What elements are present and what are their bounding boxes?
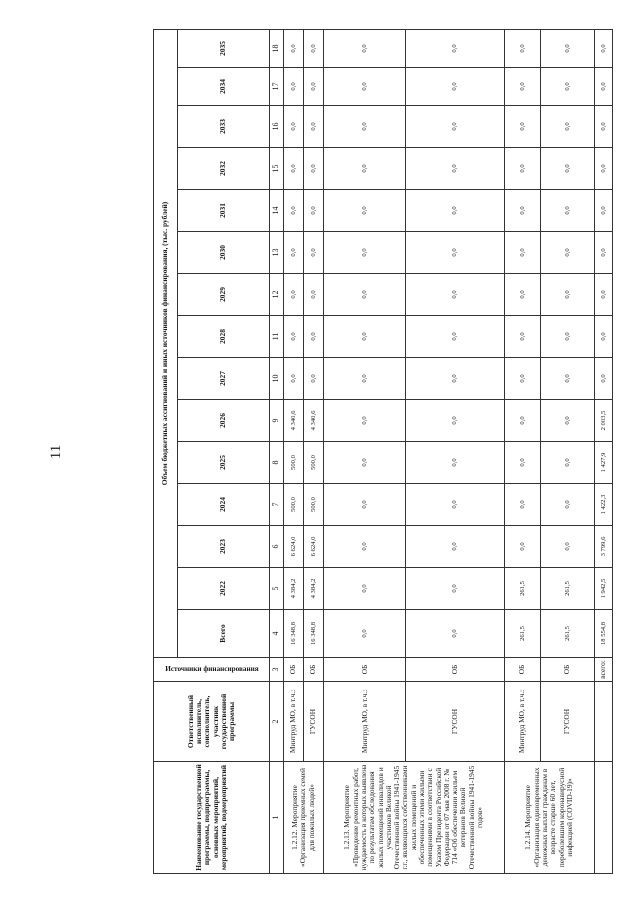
header-financing-source: Источники финансирования <box>154 658 270 682</box>
column-number-row: 1 2 3 4 5 6 7 8 9 10 11 12 13 14 15 16 17 18 <box>270 29 284 873</box>
value-year: 0,0 <box>406 484 504 526</box>
value-year: 0,0 <box>304 190 324 232</box>
header-year: 2031 <box>178 190 270 232</box>
value-year: 4 340,6 <box>304 400 324 442</box>
value-total: 18 554,8 <box>594 610 612 658</box>
value-year: 0,0 <box>504 484 540 526</box>
value-year: 0,0 <box>504 358 540 400</box>
table-row <box>504 29 540 873</box>
value-year: 0,0 <box>324 68 406 106</box>
header-year: 2032 <box>178 148 270 190</box>
value-year: 0,0 <box>324 29 406 67</box>
value-year: 4 384,2 <box>304 568 324 610</box>
value-year: 2 003,5 <box>594 400 612 442</box>
value-year: 0,0 <box>540 316 594 358</box>
value-year: 0,0 <box>284 106 304 148</box>
header-total: Всего <box>178 610 270 658</box>
activity-name: 1.2.12. Мероприятие «Организация приемных семей для пожилых людей» <box>284 762 324 874</box>
value-year: 0,0 <box>504 400 540 442</box>
value-year: 0,0 <box>324 274 406 316</box>
value-year: 0,0 <box>540 190 594 232</box>
value-year: 0,0 <box>406 316 504 358</box>
header-year: 2034 <box>178 68 270 106</box>
header-year: 2029 <box>178 274 270 316</box>
financing-source: ОБ <box>284 658 304 682</box>
value-year: 0,0 <box>406 29 504 67</box>
value-year: 0,0 <box>304 106 324 148</box>
value-year: 0,0 <box>406 568 504 610</box>
value-year: 0,0 <box>504 232 540 274</box>
value-year: 0,0 <box>324 526 406 568</box>
value-year: 0,0 <box>540 274 594 316</box>
value-year: 500,0 <box>284 442 304 484</box>
value-year: 500,0 <box>284 484 304 526</box>
value-year: 0,0 <box>324 484 406 526</box>
value-year: 0,0 <box>540 484 594 526</box>
table-row <box>540 29 594 873</box>
value-year: 0,0 <box>284 274 304 316</box>
financing-source: ОБ <box>304 658 324 682</box>
header-year: 2030 <box>178 232 270 274</box>
value-year: 500,0 <box>304 484 324 526</box>
value-year: 1 942,5 <box>594 568 612 610</box>
header-year: 2023 <box>178 526 270 568</box>
value-year: 0,0 <box>594 190 612 232</box>
value-year: 261,5 <box>504 568 540 610</box>
value-year: 0,0 <box>540 68 594 106</box>
value-year: 0,0 <box>504 68 540 106</box>
header-executor: Ответственный исполнитель, соисполнитель, участник государственной программы <box>154 682 270 762</box>
value-year: 0,0 <box>406 106 504 148</box>
executor: Минтруд МО, в т.ч.: <box>324 682 406 762</box>
value-year: 0,0 <box>406 400 504 442</box>
table-row <box>284 29 304 873</box>
value-year: 0,0 <box>304 274 324 316</box>
value-year: 0,0 <box>406 190 504 232</box>
header-year: 2026 <box>178 400 270 442</box>
funding-table <box>153 29 613 874</box>
value-year: 0,0 <box>304 232 324 274</box>
value-year: 0,0 <box>540 106 594 148</box>
value-year: 3 799,6 <box>594 526 612 568</box>
value-total: 16 348,8 <box>284 610 304 658</box>
value-year: 0,0 <box>540 148 594 190</box>
value-year: 0,0 <box>406 274 504 316</box>
value-year: 0,0 <box>504 316 540 358</box>
value-year: 0,0 <box>284 190 304 232</box>
value-year: 0,0 <box>594 274 612 316</box>
value-year: 0,0 <box>504 190 540 232</box>
value-year: 4 340,6 <box>284 400 304 442</box>
value-year: 0,0 <box>284 232 304 274</box>
value-year: 0,0 <box>324 568 406 610</box>
value-year: 0,0 <box>540 442 594 484</box>
executor: ГУСОН <box>406 682 504 762</box>
value-year: 261,5 <box>540 568 594 610</box>
value-year: 0,0 <box>540 29 594 67</box>
value-year: 500,0 <box>304 442 324 484</box>
value-year: 0,0 <box>324 190 406 232</box>
header-year: 2022 <box>178 568 270 610</box>
activity-name: 1.2.14. Мероприятие «Организация единовременных денежных выплат гражданам в возрасте старше 60 лет, переболевшим коронавирусной инфекцией (COVID-19)» <box>504 762 594 874</box>
header-year: 2027 <box>178 358 270 400</box>
value-year: 0,0 <box>324 106 406 148</box>
value-year: 0,0 <box>304 358 324 400</box>
activity-name: 1.2.13. Мероприятие «Проведение ремонтных работ, нуждаемость в которых выявлена по результатам обследования жилых помещений инвалидов и участников Великой Отечественной войны 1941-1945 г.г., являющихся собственниками жилых помещений и обеспеченных этими жилыми помещениями в соответствии с Указом Президента Российской Федерации от 07 мая 2008 г. № 714 «Об обеспечении жильем ветеранов Великой Отечественной войны 1941-1945 годов» <box>324 762 505 874</box>
value-year: 0,0 <box>324 358 406 400</box>
value-year: 0,0 <box>324 442 406 484</box>
value-total: 16 348,8 <box>304 610 324 658</box>
value-year: 0,0 <box>284 68 304 106</box>
value-year: 0,0 <box>406 526 504 568</box>
value-year: 0,0 <box>284 148 304 190</box>
value-year: 0,0 <box>594 316 612 358</box>
value-year: 0,0 <box>324 400 406 442</box>
header-program-name: Наименование государственной программы, подпрограммы, основных мероприятий, мероприятий, подмероприятий <box>154 762 270 874</box>
header-year: 2033 <box>178 106 270 148</box>
value-year: 0,0 <box>304 316 324 358</box>
value-year: 1 427,9 <box>594 442 612 484</box>
executor: ГУСОН <box>304 682 324 762</box>
value-year: 0,0 <box>594 148 612 190</box>
financing-source: ОБ <box>324 658 406 682</box>
page-number: 11 <box>48 444 64 460</box>
value-year: 0,0 <box>594 106 612 148</box>
value-year: 0,0 <box>406 442 504 484</box>
value-year: 0,0 <box>406 148 504 190</box>
value-year: 1 422,3 <box>594 484 612 526</box>
value-year: 0,0 <box>284 316 304 358</box>
value-year: 0,0 <box>540 232 594 274</box>
value-year: 0,0 <box>504 442 540 484</box>
value-year: 0,0 <box>504 148 540 190</box>
value-year: 0,0 <box>540 358 594 400</box>
empty-cell <box>594 762 612 874</box>
rotated-table-wrapper <box>153 30 613 874</box>
value-year: 0,0 <box>504 526 540 568</box>
value-year: 0,0 <box>284 358 304 400</box>
header-year: 2024 <box>178 484 270 526</box>
table-row <box>406 29 504 873</box>
value-year: 6 624,0 <box>304 526 324 568</box>
value-year: 0,0 <box>504 29 540 67</box>
value-year: 0,0 <box>406 68 504 106</box>
value-year: 0,0 <box>324 148 406 190</box>
value-year: 0,0 <box>594 358 612 400</box>
total-row <box>594 29 612 873</box>
financing-source: ОБ <box>406 658 504 682</box>
header-year: 2035 <box>178 29 270 67</box>
executor: Минтруд МО, в т.ч.: <box>504 682 540 762</box>
executor: ГУСОН <box>540 682 594 762</box>
value-total: 261,5 <box>540 610 594 658</box>
financing-source: ОБ <box>504 658 540 682</box>
value-year: 0,0 <box>324 232 406 274</box>
value-year: 0,0 <box>304 29 324 67</box>
value-year: 0,0 <box>594 232 612 274</box>
value-year: 0,0 <box>284 29 304 67</box>
value-total: 0,0 <box>324 610 406 658</box>
value-year: 6 624,0 <box>284 526 304 568</box>
financing-source: ОБ <box>540 658 594 682</box>
value-year: 0,0 <box>304 68 324 106</box>
executor: Минтруд МО, в т.ч.: <box>284 682 304 762</box>
financing-source: всего: <box>594 658 612 682</box>
value-year: 0,0 <box>504 106 540 148</box>
table-row <box>324 29 406 873</box>
value-year: 0,0 <box>594 68 612 106</box>
value-year: 0,0 <box>324 316 406 358</box>
value-year: 0,0 <box>406 358 504 400</box>
value-total: 261,5 <box>504 610 540 658</box>
header-funding-volume: Объем бюджетных ассигнований и иных источников финансирования, (тыс. рублей) <box>154 29 178 657</box>
value-year: 0,0 <box>406 232 504 274</box>
header-year: 2025 <box>178 442 270 484</box>
header-year: 2028 <box>178 316 270 358</box>
value-year: 0,0 <box>594 29 612 67</box>
empty-cell <box>594 682 612 762</box>
value-year: 0,0 <box>304 148 324 190</box>
value-year: 0,0 <box>504 274 540 316</box>
table-row <box>304 29 324 873</box>
value-year: 4 384,2 <box>284 568 304 610</box>
value-year: 0,0 <box>540 400 594 442</box>
value-total: 0,0 <box>406 610 504 658</box>
value-year: 0,0 <box>540 526 594 568</box>
